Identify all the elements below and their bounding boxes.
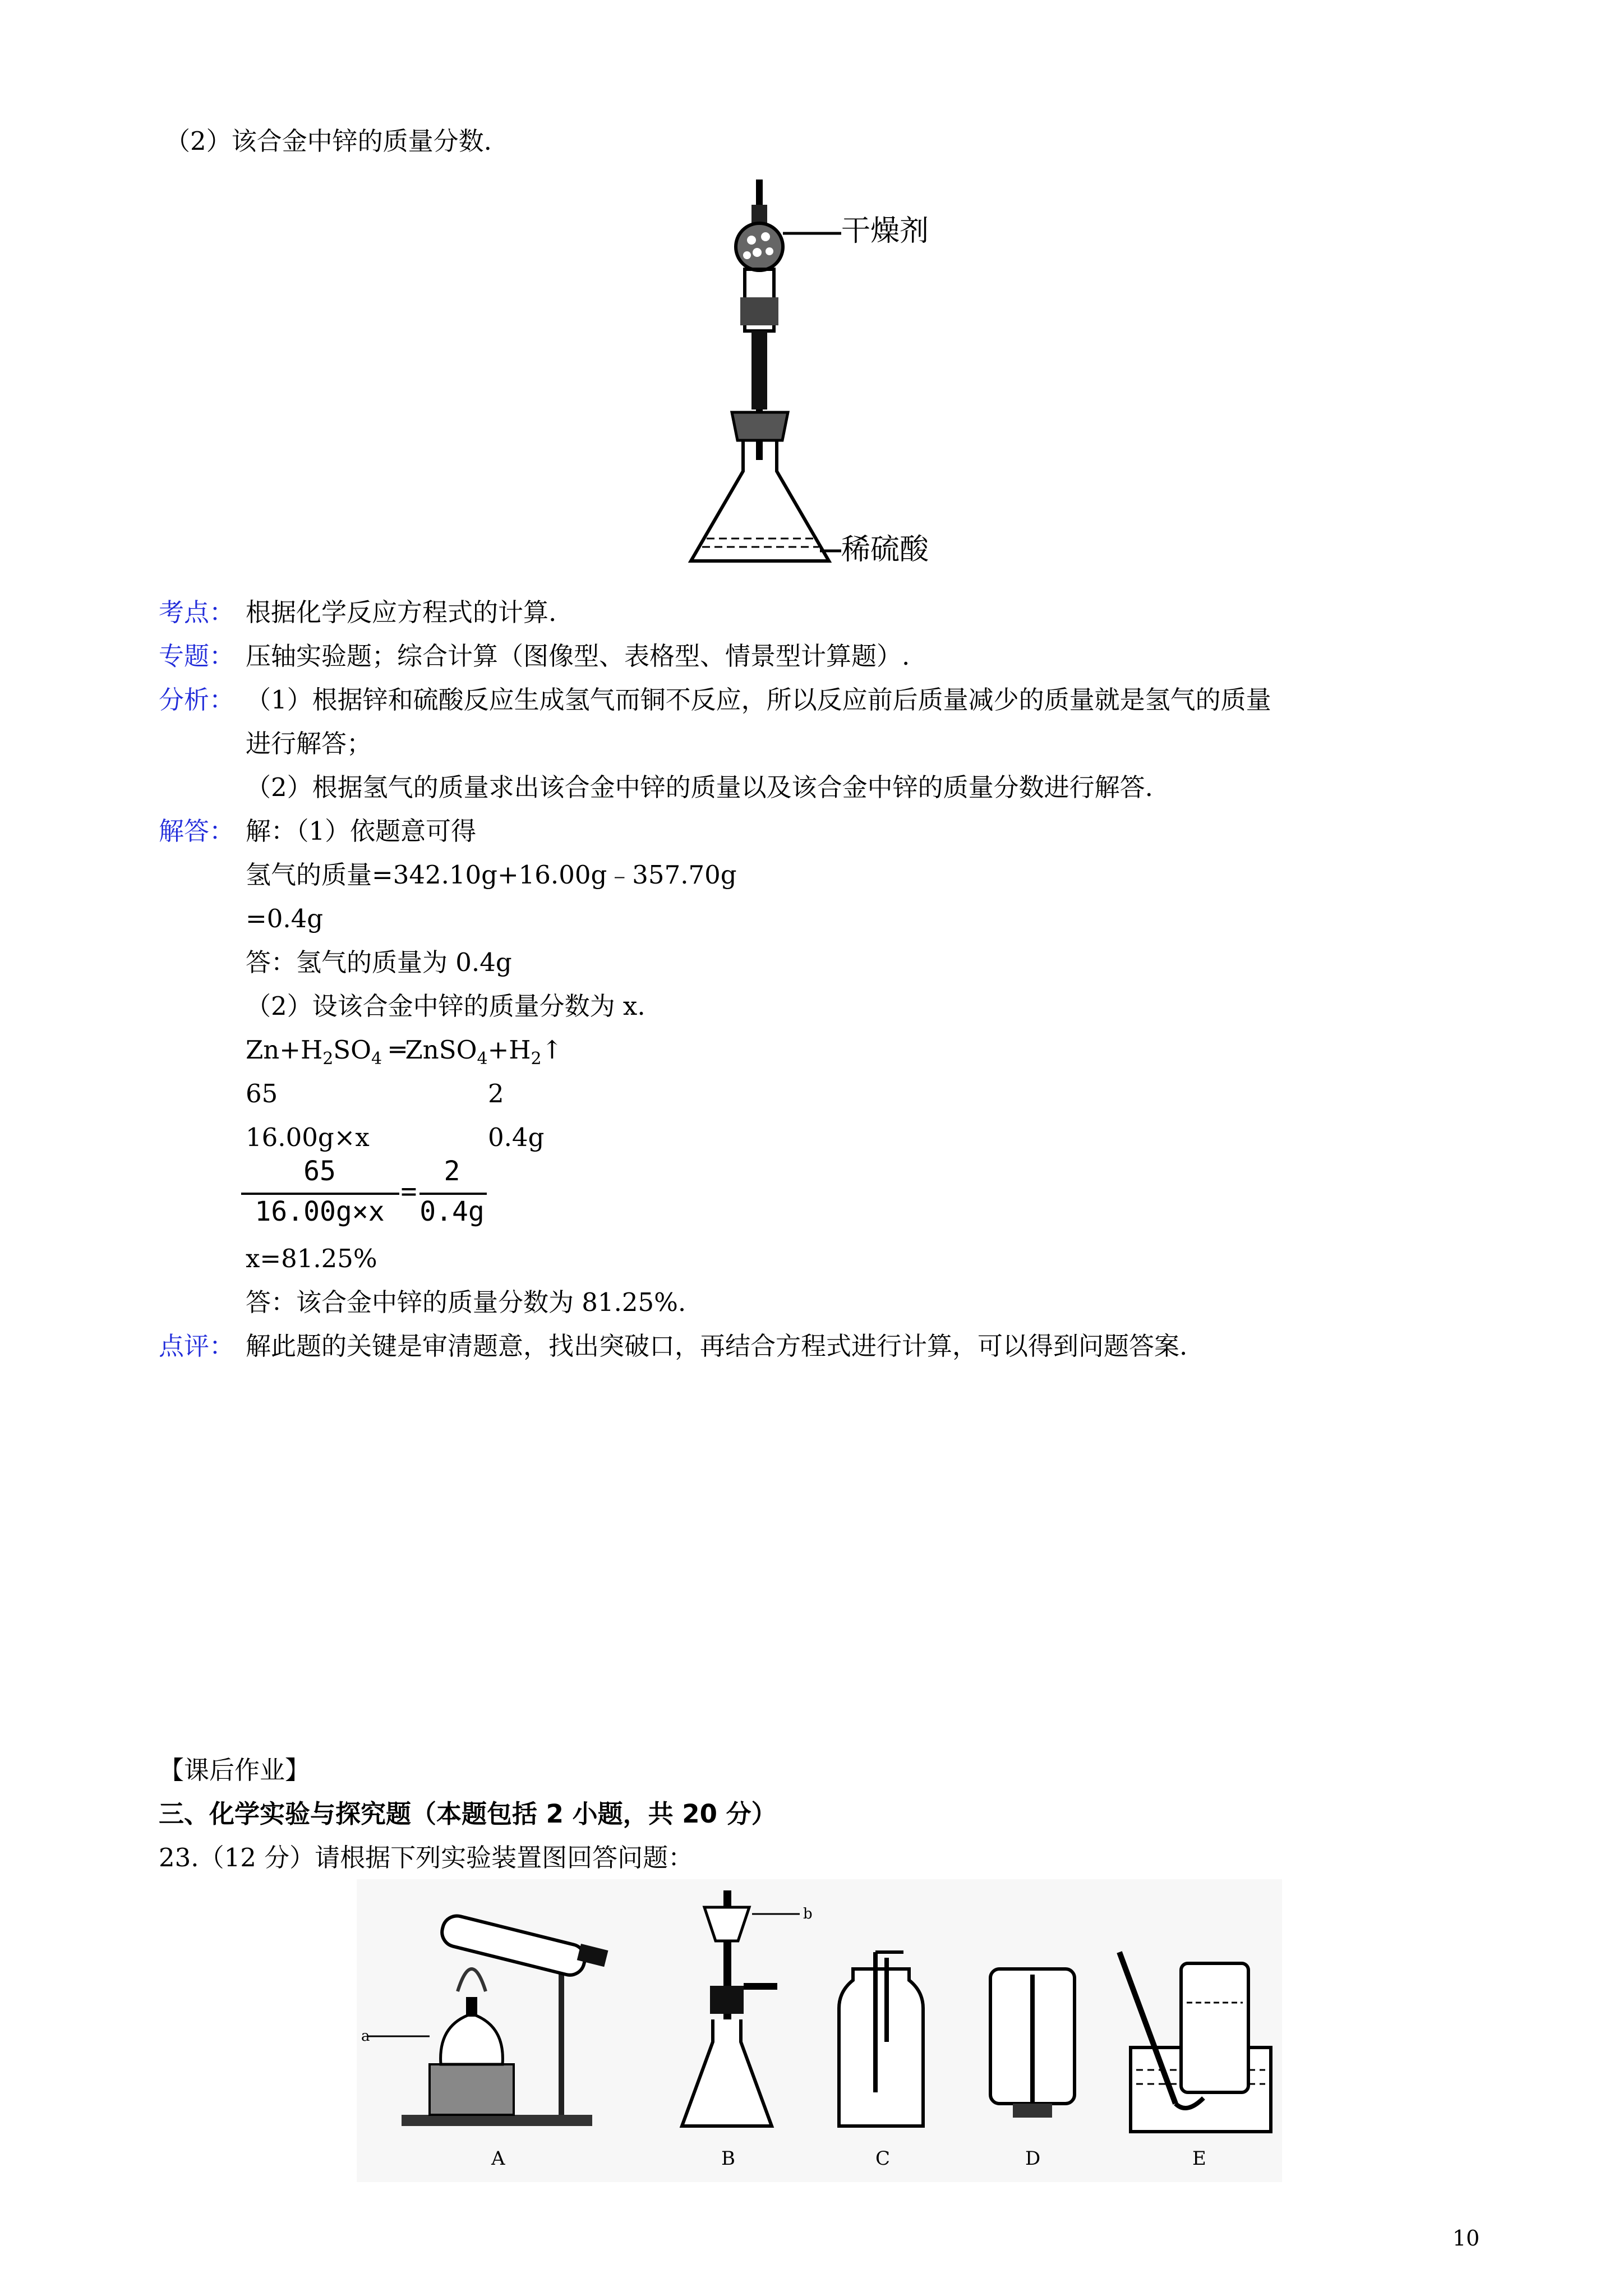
- ratio-row-1-left: 65: [246, 1079, 278, 1108]
- jieda-label: 解答：: [159, 816, 235, 846]
- fig-label-c: C: [875, 2147, 891, 2170]
- homework-heading: 【课后作业】: [159, 1755, 311, 1785]
- fraction-1-numerator: 65: [303, 1156, 336, 1187]
- jieda-line-5: （2）设该合金中锌的质量分数为 x.: [246, 991, 645, 1021]
- fraction-2-numerator: 2: [444, 1156, 460, 1187]
- fenxi-label: 分析：: [159, 685, 235, 715]
- eq-part: +H: [487, 1035, 531, 1065]
- dianping-label: 点评：: [159, 1331, 235, 1361]
- fenxi-line-3: （2）根据氢气的质量求出该合金中锌的质量以及该合金中锌的质量分数进行解答.: [246, 772, 1153, 802]
- section-title: 三、化学实验与探究题（本题包括 2 小题，共 20 分）: [159, 1799, 777, 1829]
- question-23: 23.（12 分）请根据下列实验装置图回答问题：: [159, 1843, 694, 1872]
- chemical-equation: [246, 1033, 562, 1076]
- fig-label-e: E: [1192, 2147, 1206, 2170]
- eq-arrow: ═: [390, 1035, 405, 1065]
- result-line: x=81.25%: [246, 1244, 377, 1273]
- eq-sub: 4: [477, 1049, 488, 1069]
- eq-sub: 4: [371, 1049, 382, 1069]
- drying-tube-flask-diagram: [673, 174, 987, 578]
- label-a: a: [361, 2028, 370, 2045]
- eq-sub: 2: [531, 1049, 542, 1069]
- page-number: 10: [1453, 2226, 1480, 2251]
- eq-part: SO: [333, 1035, 372, 1065]
- jieda-line-1: 解：（1）依题意可得: [246, 816, 477, 846]
- fenxi-line-2: 进行解答；: [246, 729, 372, 758]
- eq-part: ZnSO: [405, 1035, 477, 1065]
- fraction-2-bar: [419, 1193, 487, 1195]
- kaodian-label: 考点：: [159, 597, 235, 627]
- question-part: （2）该合金中锌的质量分数.: [165, 126, 492, 156]
- fenxi-line-1: （1）根据锌和硫酸反应生成氢气而铜不反应，所以反应前后质量减少的质量就是氢气的质量: [246, 685, 1271, 715]
- dilute-acid-label: 稀硫酸: [841, 533, 929, 567]
- fig-label-a: A: [491, 2147, 505, 2170]
- fraction-equals: =: [400, 1176, 417, 1207]
- ratio-row-2-left: 16.00g×x: [246, 1122, 370, 1152]
- lab-apparatus-diagram: [357, 1879, 1282, 2182]
- desiccant-label: 干燥剂: [841, 214, 929, 248]
- ratio-row-2-right: 0.4g: [488, 1122, 545, 1152]
- fraction-1-bar: [241, 1193, 399, 1195]
- fraction-2-denominator: 0.4g: [419, 1196, 485, 1227]
- jieda-line-4: 答：氢气的质量为 0.4g: [246, 947, 512, 977]
- fig-label-d: D: [1025, 2147, 1041, 2170]
- ratio-row-1-right: 2: [488, 1079, 504, 1108]
- fig-label-b: B: [721, 2147, 735, 2170]
- zhuanti-label: 专题：: [159, 641, 235, 671]
- answer-line: 答：该合金中锌的质量分数为 81.25%.: [246, 1287, 686, 1317]
- kaodian-text: 根据化学反应方程式的计算.: [246, 597, 557, 627]
- fraction-equation: [241, 1156, 499, 1234]
- eq-part: Zn+H: [246, 1035, 323, 1065]
- jieda-line-3: =0.4g: [246, 904, 324, 933]
- eq-sub: 2: [322, 1049, 334, 1069]
- jieda-line-2: 氢气的质量=342.10g+16.00g﹣357.70g: [246, 860, 737, 890]
- fraction-1-denominator: 16.00g×x: [255, 1196, 385, 1227]
- dianping-text: 解此题的关键是审清题意，找出突破口，再结合方程式进行计算，可以得到问题答案.: [246, 1331, 1188, 1361]
- label-b: b: [803, 1906, 813, 1922]
- apparatus-figure-2: [357, 1879, 1282, 2182]
- apparatus-figure-1: [673, 174, 987, 578]
- up-arrow: ↑: [541, 1035, 563, 1065]
- zhuanti-text: 压轴实验题；综合计算（图像型、表格型、情景型计算题）.: [246, 641, 910, 671]
